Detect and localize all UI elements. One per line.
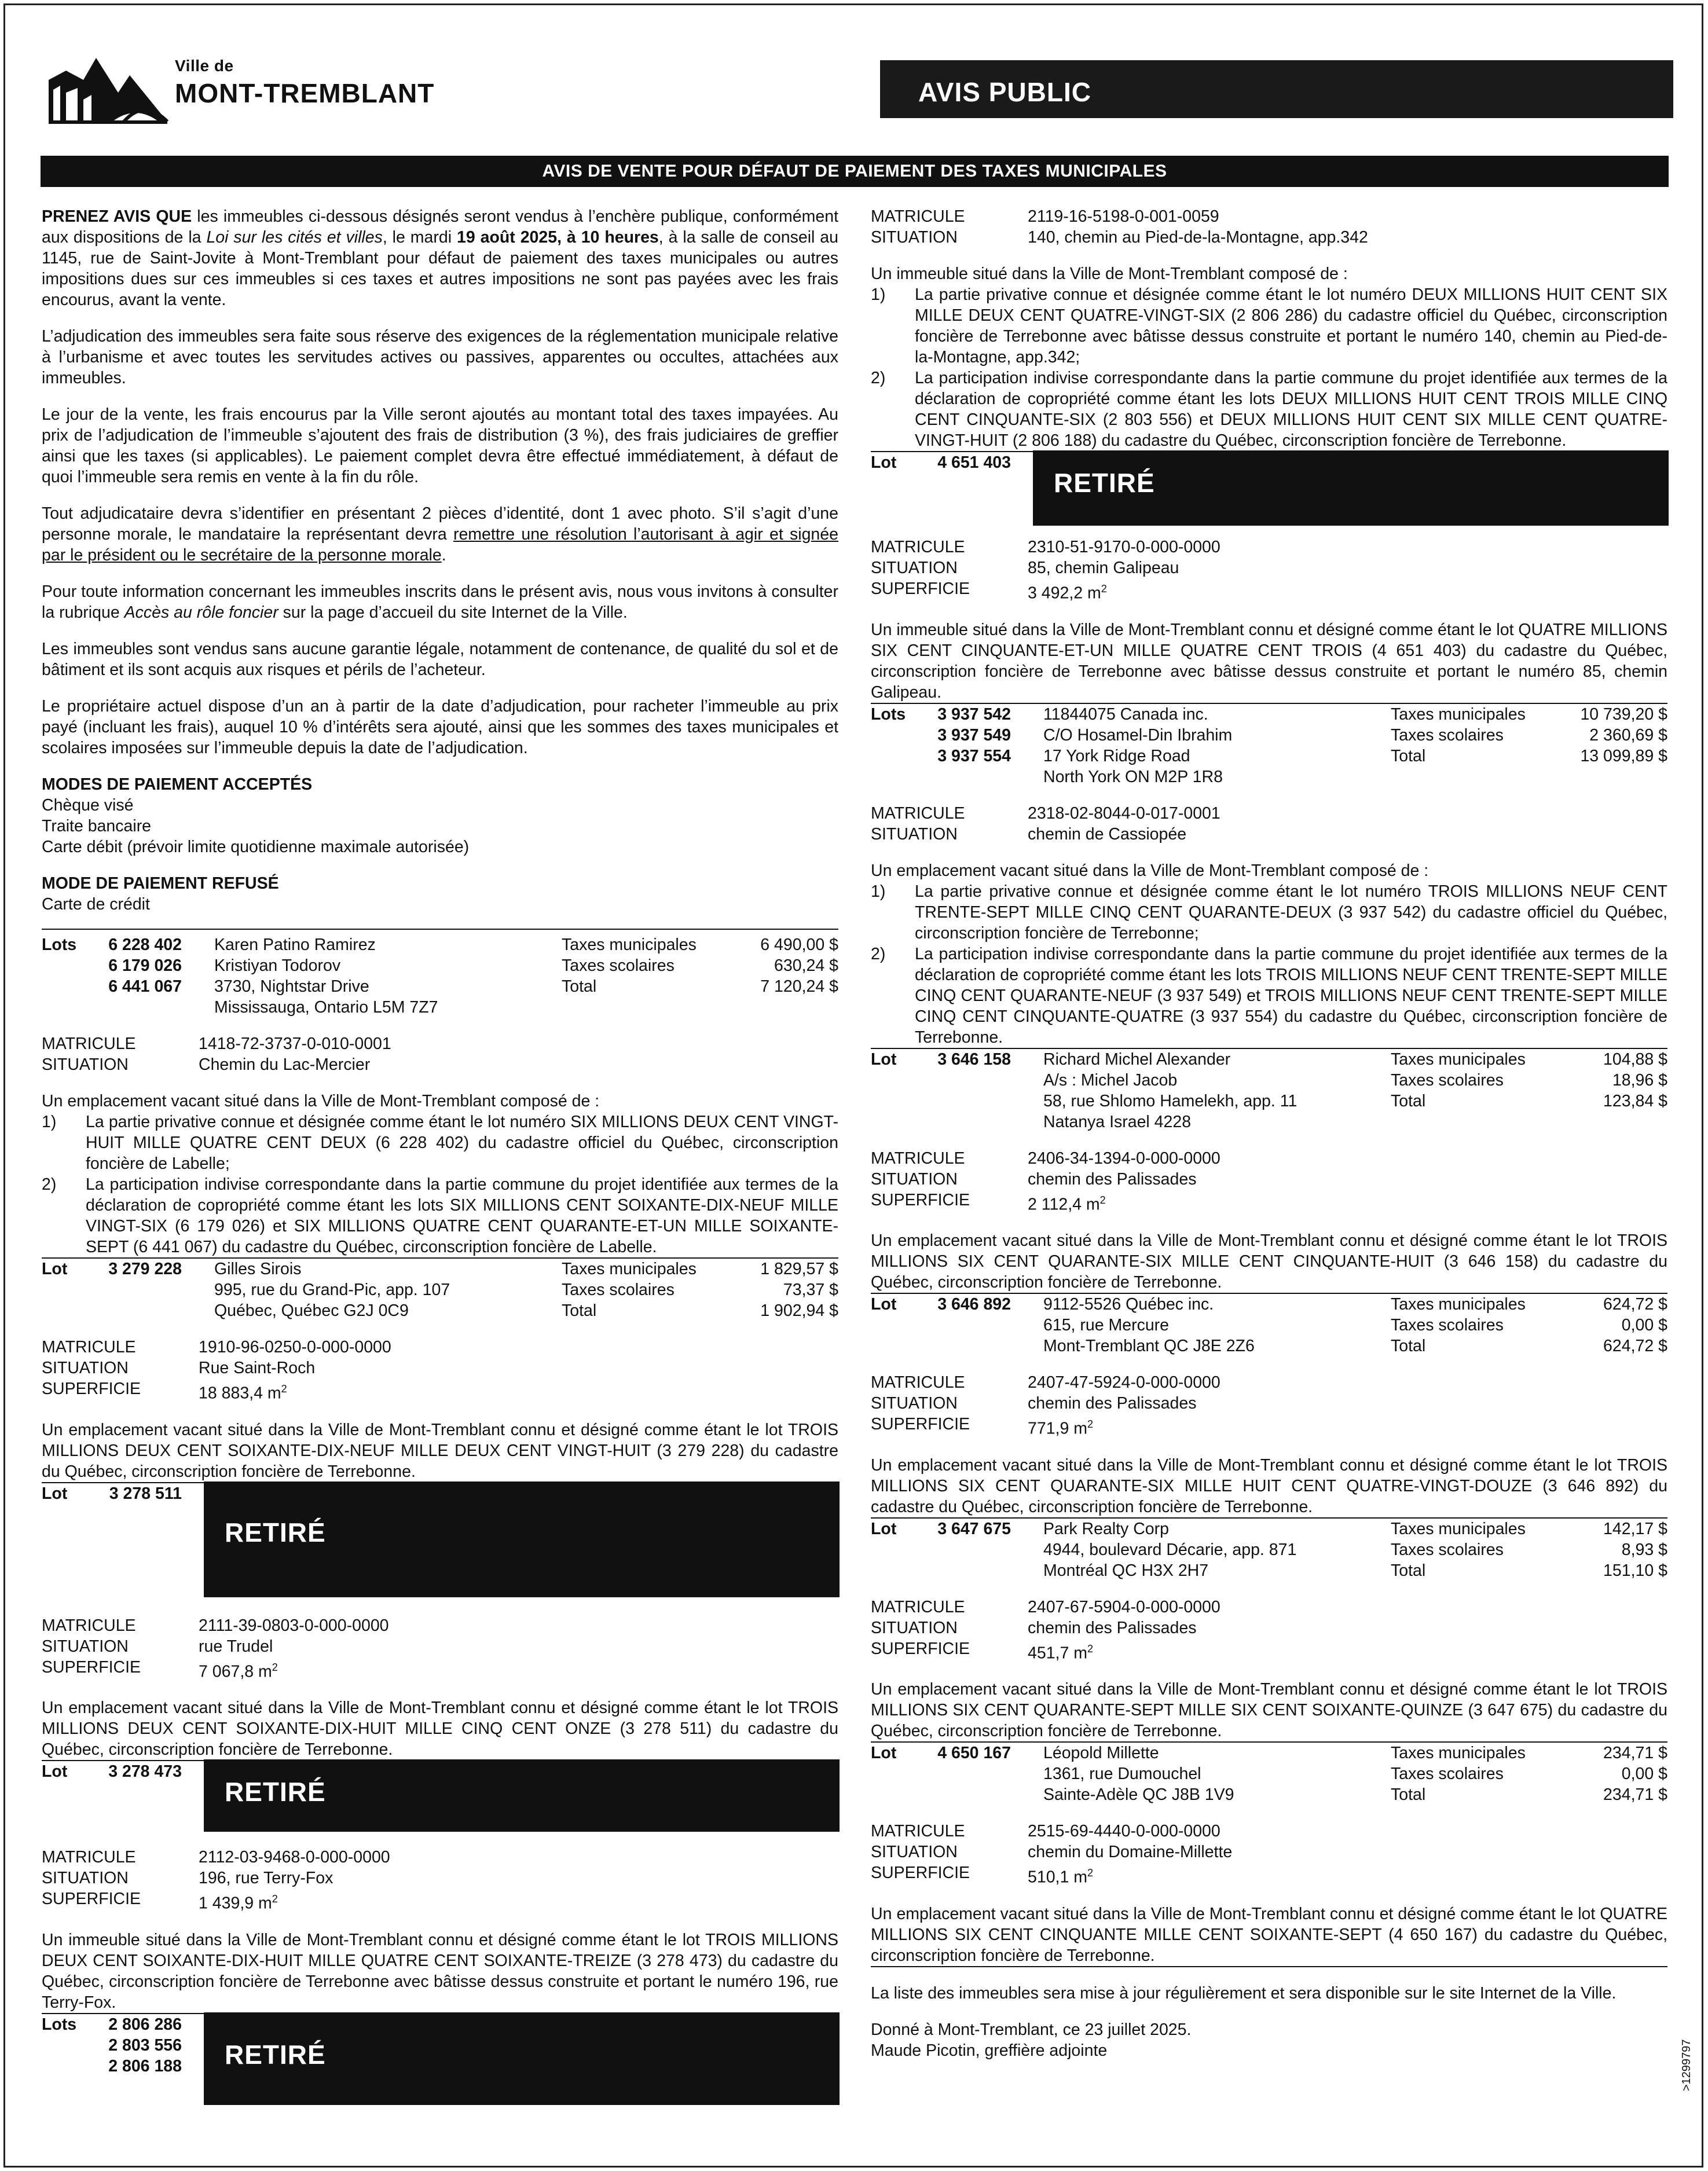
intro-paragraph-4: Tout adjudicataire devra s’identifier en présentant 2 pièces d’identité, dont 1 avec photo. S’il s’agit d’une personne morale, le mandataire la représentant devra remettre une résolution l’autorisant à agir et signée par le président ou le secrétaire de la personne morale. xyxy=(42,504,838,564)
intro-paragraph-7: Le propriétaire actuel dispose d’un an à partir de la date d’adjudication, pour racheter l’immeuble au prix payé (incluant les frais), auquel 10 % d’intérêts sera ajouté, ainsi que les sommes des taxes municipales et scolaires imposées sur l’immeuble depuis la date de l’adjudication. xyxy=(42,697,838,757)
property-listing: Lot 3 647 675 Park Realty Corp Taxes municipales 142,17 $ 4944, boulevard Décarie, app. 871 Taxes scolaires 8,93 $ Montréal QC H3X 2H7 Total 151,10 $ MATRICULE 2407-67-5904-0-000-0000 SITUATION chemin des Palissades SUPERFICIE 451,7 $m^2$ Un emplacement vacant situé dans la Ville de Mont-Tremblant connu et désigné comme étant le lot TROIS MILLIONS SIX CENT QUARANTE-SEPT MILLE SIX CENT SOIXANTE-QUINZE (3 647 675) du cadastre du Québec, circonscription foncière de Terrebonne. xyxy=(871,1519,1667,1740)
accepted-payment-heading: MODES DE PAIEMENT ACCEPTÉS xyxy=(42,775,313,794)
property-listing-retired: Lots 2 806 286 2 803 556 2 806 188 RETIRÉ xyxy=(42,2014,838,2107)
property-listing: Lot 3 646 158 Richard Michel Alexander Taxes municipales 104,88 $ A/s : Michel Jacob Taxes scolaires 18,96 $ 58, rue Shlomo Hamelekh, app. 11 Total 123,84 $ Natanya Israel 4228 MATRICULE 2406-34-1394-0-000-0000 SITUATION chemin des Palissades SUPERFICIE 2 112,4 $m^2$ Un emplacement vacant situé dans la Ville de Mont-Tremblant connu et désigné comme étant le lot TROIS MILLIONS SIX CENT QUARANTE-SIX MILLE CENT CINQUANTE-HUIT (3 646 158) du cadastre du Québec, circonscription foncière de Terrebonne. xyxy=(871,1050,1667,1292)
property-listing: Lots 6 228 402 Karen Patino Ramirez Taxes municipales 6 490,00 $ 6 179 026 Kristiyan Todorov Taxes scolaires 630,24 $ 6 441 067 3730, Nightstar Drive Total 7 120,24 $ Mississauga, Ontario L5M 7Z7 MATRICULE 1418-72-3737-0-010-0001 SITUATION Chemin du Lac-Mercier Un emplacement vacant situé dans la Ville de Mont-Tremblant composé de : 1) La partie privative connue et désignée comme étant le lot numéro SIX MILLIONS DEUX CENT VINGT-HUIT MILLE QUATRE CENT DEUX (6 228 402) du cadastre officiel du Québec, circonscription foncière de Labelle; 2) La participation indivise correspondante dans la partie commune du projet identifiée aux termes de la déclaration de copropriété comme étant les lots SIX MILLIONS CENT SOIXANTE-DIX-NEUF MILLE VINGT-SIX (6 179 026) et SIX MILLIONS QUATRE CENT QUARANTE-ET-UN MILLE SOIXANTE-SEPT (6 441 067) du cadastre du Québec, circonscription foncière de Labelle. xyxy=(42,936,838,1256)
logo-text-big: MONT-TREMBLANT xyxy=(175,78,435,108)
property-listing: Lots 3 937 542 11844075 Canada inc. Taxes municipales 10 739,20 $ 3 937 549 C/O Hosamel-Din Ibrahim Taxes scolaires 2 360,69 $ 3 937 554 17 York Ridge Road Total 13 099,89 $ North York ON M2P 1R8 MATRICULE 2318-02-8044-0-017-0001 SITUATION chemin de Cassiopée Un emplacement vacant situé dans la Ville de Mont-Tremblant composé de : 1) La partie privative connue et désignée comme étant le lot numéro TROIS MILLIONS NEUF CENT TRENTE-SEPT MILLE CINQ CENT QUARANTE-DEUX (3 937 542) du cadastre officiel du Québec, circonscription foncière de Terrebonne; 2) La participation indivise correspondante dans la partie commune du projet identifiée aux termes de la déclaration de copropriété comme étant les lots TROIS MILLIONS NEUF CENT TRENTE-SEPT MILLE CINQ CENT QUARANTE-NEUF (3 937 549) et TROIS MILLIONS NEUF CENT TRENTE-SEPT MILLE CINQ CENT CINQUANTE-QUATRE (3 937 554) du cadastre du Québec, circonscription foncière de Terrebonne. xyxy=(871,705,1667,1047)
retired-badge: RETIRÉ xyxy=(204,1481,840,1597)
intro-paragraph-6: Les immeubles sont vendus sans aucune garantie légale, notamment de contenance, de qualité du sol et de bâtiment et ils sont acquis aux risques et périls de l’acheteur. xyxy=(42,640,838,679)
property-listing: Lot 3 279 228 Gilles Sirois Taxes municipales 1 829,57 $ 995, rue du Grand-Pic, app. 107 Taxes scolaires 73,37 $ Québec, Québec G2J 0C9 Total 1 902,94 $ MATRICULE 1910-96-0250-0-000-0000 SITUATION Rue Saint-Roch SUPERFICIE 18 883,4 $m^2$ Un emplacement vacant situé dans la Ville de Mont-Tremblant connu et désigné comme étant le lot TROIS MILLIONS DEUX CENT SOIXANTE-DIX-NEUF MILLE DEUX CENT VINGT-HUIT (3 279 228) du cadastre du Québec, circonscription foncière de Terrebonne. xyxy=(42,1260,838,1481)
intro-paragraph-5: Pour toute information concernant les immeubles inscrits dans le présent avis, nous vous invitons à consulter la rubrique Accès au rôle foncier sur la page d’accueil du site Internet de la Ville. xyxy=(42,582,838,622)
section-divider xyxy=(871,1966,1667,1967)
signature-line: Maude Picotin, greffière adjointe xyxy=(871,2041,1108,2060)
intro-paragraph-3: Le jour de la vente, les frais encourus par la Ville seront ajoutés au montant total des taxes impayées. Au prix de l’adjudication de l’immeuble s’ajoutent des frais de distribution (3 %), des frais judiciaires de greffier ainsi que les taxes (si applicables). Le paiement complet devra être effectué immédiatement, à défaut de quoi l’immeuble sera remis en vente à la fin du rôle. xyxy=(42,405,838,486)
property-listing: Lot 4 650 167 Léopold Millette Taxes municipales 234,71 $ 1361, rue Dumouchel Taxes scolaires 0,00 $ Sainte-Adèle QC J8B 1V9 Total 234,71 $ MATRICULE 2515-69-4440-0-000-0000 SITUATION chemin du Domaine-Millette SUPERFICIE 510,1 $m^2$ Un emplacement vacant situé dans la Ville de Mont-Tremblant connu et désigné comme étant le lot QUATRE MILLIONS SIX CENT CINQUANTE MILLE CENT SOIXANTE-SEPT (4 650 167) du cadastre du Québec, circonscription foncière de Terrebonne. xyxy=(871,1744,1667,1965)
payment-mode: Carte débit (prévoir limite quotidienne maximale autorisée) xyxy=(42,838,470,856)
retired-badge: RETIRÉ xyxy=(204,2012,840,2105)
retired-badge: RETIRÉ xyxy=(1033,450,1669,526)
intro-paragraph-2: L’adjudication des immeubles sera faite sous réserve des exigences de la réglementation municipale relative à l’urbanisme et avec toutes les servitudes actives ou passives, apparentes ou occultes, attachées aux immeubles. xyxy=(42,327,838,387)
payment-mode: Chèque visé xyxy=(42,796,134,815)
left-column: PRENEZ AVIS QUE les immeubles ci-dessous désignés seront vendus à l’enchère publique, conformément aux dispositions de la Loi sur les cités et villes, le mardi 19 août 2025, à 10 heures, à la salle de conseil au 1145, rue de Saint-Jovite à Mont-Tremblant pour défaut de paiement des taxes municipales ou autres impositions dues sur ces immeubles si ces taxes et autres impositions ne sont pas payées avec les frais encourus, avant la vente. L’adjudication des immeubles sera faite sous réserve des exigences de la réglementation municipale relative à l’urbanisme et avec toutes les servitudes actives ou passives, apparentes ou occultes, attachées aux immeubles. Le jour de la vente, les frais encourus par la Ville seront ajoutés au montant total des taxes impayées. Au prix de l’adjudication de l’immeuble s’ajoutent des frais de distribution (3 %), des frais judiciaires de greffier ainsi que les taxes (si applicables). Le paiement complet devra être effectué immédiatement, à défaut de quoi l’immeuble sera remis en vente à la fin du rôle. Tout adjudicataire devra s’identifier en présentant 2 pièces d’identité, dont 1 avec photo. S’il s’agit d’une personne morale, le mandataire la représentant devra remettre une résolution l’autorisant à agir et signée par le président ou le secrétaire de la personne morale. Pour toute information concernant les immeubles inscrits dans le présent avis, nous vous invitons à consulter la rubrique Accès au rôle foncier sur la page d’accueil du site Internet de la Ville. Les immeubles sont vendus sans aucune garantie légale, notamment de contenance, de qualité du sol et de bâtiment et ils sont acquis aux risques et périls de l’acheteur. Le propriétaire actuel dispose d’un an à partir de la date d’adjudication, pour racheter l’immeuble au prix payé (incluant les frais), auquel 10 % d’intérêts sera ajouté, ainsi que les sommes des taxes municipales et scolaires imposées sur l’immeuble depuis la date de l’adjudication. MODES DE PAIEMENT ACCEPTÉS Chèque visé Traite bancaire Carte débit (prévoir limite quotidienne maximale autorisée) MODE DE PAIEMENT REFUSÉ Carte de crédit Lots 6 228 402 Karen Patino Ramirez Taxes municipales 6 490,00 $ 6 179 026 Kristiyan Todorov Taxes scolaires 630,24 $ 6 441 067 3730, Nightstar Drive Total 7 120,24 $ Mississauga, Ontario L5M 7Z7 MATRICULE 1418-72-3737-0-010-0001 SITUATION Chemin du Lac-Mercier Un emplacement vacant situé dans la Ville de Mont-Tremblant composé de : 1) La partie privative connue et désignée comme étant le lot numéro SIX MILLIONS DEUX CENT VINGT-HUIT MILLE QUATRE CENT DEUX (6 228 402) du cadastre officiel du Québec, circonscription foncière de Labelle; 2) La participation indivise correspondante dans la partie commune du projet identifiée aux termes de la déclaration de copropriété comme étant les lots SIX MILLIONS CENT SOIXANTE-DIX-NEUF MILLE VINGT-SIX (6 179 026) et SIX MILLIONS QUATRE CENT QUARANTE-ET-UN MILLE SOIXANTE-SEPT (6 441 067) du cadastre du Québec, circonscription foncière de Labelle. Lot 3 279 228 Gilles Sirois Taxes municipales 1 829,57 $ 995, rue du Grand-Pic, app. 107 Taxes scolaires 73,37 $ Québec, Québec G2J 0C9 Total 1 902,94 $ MATRICULE 1910-96-0250-0-000-0000 SITUATION Rue Saint-Roch SUPERFICIE 18 883,4 $m^2$ Un emplacement vacant situé dans la Ville de Mont-Tremblant connu et désigné comme étant le lot TROIS MILLIONS DEUX CENT SOIXANTE-DIX-NEUF MILLE DEUX CENT VINGT-HUIT (3 279 228) du cadastre du Québec, circonscription foncière de Terrebonne. Lot 3 278 511 RETIRÉ MATRICULE 2111-39-0803-0-000-0000 SITUATION rue Trudel SUPERFICIE 7 067,8 $m^2$ Un emplacement vacant situé dans la Ville de Mont-Tremblant connu et désigné comme étant le lot TROIS MILLIONS DEUX CENT SOIXANTE-DIX-HUIT MILLE CINQ CENT ONZE (3 278 511) du cadastre du Québec, circonscription foncière de Terrebonne. Lot 3 278 473 RETIRÉ MATRICULE 2112-03-9468-0-000-0000 SITUATION 196, rue Terry-Fox SUPERFICIE 1 439,9 $m^2$ Un immeuble situé dans la Ville de Mont-Tremblant connu et désigné comme étant le lot TROIS MILLIONS DEUX CENT SOIXANTE-DIX-HUIT MILLE QUATRE CENT SOIXANTE-TREIZE (3 278 473) du cadastre du Québec, circonscription foncière de Terrebonne avec bâtisse dessus construite et portant le numéro 196, rue Terry-Fox. Lots 2 806 286 2 803 556 2 806 188 RETIRÉ xyxy=(42,206,838,2107)
intro-paragraph-1: PRENEZ AVIS QUE les immeubles ci-dessous désignés seront vendus à l’enchère publique, conformément aux dispositions de la Loi sur les cités et villes, le mardi 19 août 2025, à 10 heures, à la salle de conseil au 1145, rue de Saint-Jovite à Mont-Tremblant pour défaut de paiement des taxes municipales ou autres impositions dues sur ces immeubles si ces taxes et autres impositions ne sont pas payées avec les frais encourus, avant la vente. xyxy=(42,207,839,309)
main-title: AVIS DE VENTE POUR DÉFAUT DE PAIEMENT DES TAXES MUNICIPALES xyxy=(41,156,1669,187)
payment-mode: Traite bancaire xyxy=(42,817,152,835)
property-listing-continued: MATRICULE 2119-16-5198-0-001-0059 SITUATION 140, chemin au Pied-de-la-Montagne, app.342 Un immeuble situé dans la Ville de Mont-Tremblant composé de : 1) La partie privative connue et désignée comme étant le lot numéro DEUX MILLIONS HUIT CENT SIX MILLE DEUX CENT QUATRE-VINGT-SIX (2 806 286) du cadastre officiel du Québec, circonscription foncière de Terrebonne avec bâtisse dessus construite et portant le numéro 140, chemin au Pied-de-la-Montagne, app.342; 2) La participation indivise correspondante dans la partie commune du projet identifiée aux termes de la déclaration de copropriété comme étant les lots DEUX MILLIONS HUIT CENT TROIS MILLE CINQ CENT CINQUANTE-SIX (2 803 556) et DEUX MILLIONS HUIT CENT SIX MILLE CENT QUATRE-VINGT-HUIT (2 806 188) du cadastre du Québec, circonscription foncière de Terrebonne. xyxy=(871,207,1667,450)
right-column: MATRICULE 2119-16-5198-0-001-0059 SITUATION 140, chemin au Pied-de-la-Montagne, app.342 Un immeuble situé dans la Ville de Mont-Tremblant composé de : 1) La partie privative connue et désignée comme étant le lot numéro DEUX MILLIONS HUIT CENT SIX MILLE DEUX CENT QUATRE-VINGT-SIX (2 806 286) du cadastre officiel du Québec, circonscription foncière de Terrebonne avec bâtisse dessus construite et portant le numéro 140, chemin au Pied-de-la-Montagne, app.342; 2) La participation indivise correspondante dans la partie commune du projet identifiée aux termes de la déclaration de copropriété comme étant les lots DEUX MILLIONS HUIT CENT TROIS MILLE CINQ CENT CINQUANTE-SIX (2 803 556) et DEUX MILLIONS HUIT CENT SIX MILLE CENT QUATRE-VINGT-HUIT (2 806 188) du cadastre du Québec, circonscription foncière de Terrebonne. Lot 4 651 403 RETIRÉ MATRICULE 2310-51-9170-0-000-0000 SITUATION 85, chemin Galipeau SUPERFICIE 3 492,2 $m^2$ Un immeuble situé dans la Ville de Mont-Tremblant connu et désigné comme étant le lot QUATRE MILLIONS SIX CENT CINQUANTE-ET-UN MILLE QUATRE CENT TROIS (4 651 403) du cadastre du Québec, circonscription foncière de Terrebonne avec bâtisse dessus construite et portant le numéro 85, chemin Galipeau. Lots 3 937 542 11844075 Canada inc. Taxes municipales 10 739,20 $ 3 937 549 C/O Hosamel-Din Ibrahim Taxes scolaires 2 360,69 $ 3 937 554 17 York Ridge Road Total 13 099,89 $ North York ON M2P 1R8 MATRICULE 2318-02-8044-0-017-0001 SITUATION chemin de Cassiopée Un emplacement vacant situé dans la Ville de Mont-Tremblant composé de : 1) La partie privative connue et désignée comme étant le lot numéro TROIS MILLIONS NEUF CENT TRENTE-SEPT MILLE CINQ CENT QUARANTE-DEUX (3 937 542) du cadastre officiel du Québec, circonscription foncière de Terrebonne; 2) La participation indivise correspondante dans la partie commune du projet identifiée aux termes de la déclaration de copropriété comme étant les lots TROIS MILLIONS NEUF CENT TRENTE-SEPT MILLE CINQ CENT QUARANTE-NEUF (3 937 549) et TROIS MILLIONS NEUF CENT TRENTE-SEPT MILLE CINQ CENT CINQUANTE-QUATRE (3 937 554) du cadastre du Québec, circonscription foncière de Terrebonne. Lot 3 646 158 Richard Michel Alexander Taxes municipales 104,88 $ A/s : Michel Jacob Taxes scolaires 18,96 $ 58, rue Shlomo Hamelekh, app. 11 Total 123,84 $ Natanya Israel 4228 MATRICULE 2406-34-1394-0-000-0000 SITUATION chemin des Palissades SUPERFICIE 2 112,4 $m^2$ Un emplacement vacant situé dans la Ville de Mont-Tremblant connu et désigné comme étant le lot TROIS MILLIONS SIX CENT QUARANTE-SIX MILLE CENT CINQUANTE-HUIT (3 646 158) du cadastre du Québec, circonscription foncière de Terrebonne. Lot 3 646 892 9112-5526 Québec inc. Taxes municipales 624,72 $ 615, rue Mercure Taxes scolaires 0,00 $ Mont-Tremblant QC J8E 2Z6 Total 624,72 $ MATRICULE 2407-47-5924-0-000-0000 SITUATION chemin des Palissades SUPERFICIE 771,9 $m^2$ Un emplacement vacant situé dans la Ville de Mont-Tremblant connu et désigné comme étant le lot TROIS MILLIONS SIX CENT QUARANTE-SIX MILLE HUIT CENT QUATRE-VINGT-DOUZE (3 646 892) du cadastre du Québec, circonscription foncière de Terrebonne. Lot 3 647 675 Park Realty Corp Taxes municipales 142,17 $ 4944, boulevard Décarie, app. 871 Taxes scolaires 8,93 $ Montréal QC H3X 2H7 Total 151,10 $ MATRICULE 2407-67-5904-0-000-0000 SITUATION chemin des Palissades SUPERFICIE 451,7 $m^2$ Un emplacement vacant situé dans la Ville de Mont-Tremblant connu et désigné comme étant le lot TROIS MILLIONS SIX CENT QUARANTE-SEPT MILLE SIX CENT SOIXANTE-QUINZE (3 647 675) du cadastre du Québec, circonscription foncière de Terrebonne. Lot 4 650 167 Léopold Millette Taxes municipales 234,71 $ 1361, rue Dumouchel Taxes scolaires 0,00 $ Sainte-Adèle QC J8B 1V9 Total 234,71 $ MATRICULE 2515-69-4440-0-000-0000 SITUATION chemin du Domaine-Millette SUPERFICIE 510,1 $m^2$ Un emplacement vacant situé dans la Ville de Mont-Tremblant connu et désigné comme étant le lot QUATRE MILLIONS SIX CENT CINQUANTE MILLE CENT SOIXANTE-SEPT (4 650 167) du cadastre du Québec, circonscription foncière de Terrebonne. La liste des immeubles sera mise à jour régulièrement et sera disponible sur le site Internet de la Ville. Donné à Mont-Tremblant, ce 23 juillet 2025. Maude Picotin, greffière adjointe xyxy=(871,207,1668,2060)
closing-paragraph: La liste des immeubles sera mise à jour régulièrement et sera disponible sur le site Internet de la Ville. xyxy=(871,1983,1617,2003)
retired-badge: RETIRÉ xyxy=(204,1759,840,1832)
property-listing: Lot 3 646 892 9112-5526 Québec inc. Taxes municipales 624,72 $ 615, rue Mercure Taxes scolaires 0,00 $ Mont-Tremblant QC J8E 2Z6 Total 624,72 $ MATRICULE 2407-47-5924-0-000-0000 SITUATION chemin des Palissades SUPERFICIE 771,9 $m^2$ Un emplacement vacant situé dans la Ville de Mont-Tremblant connu et désigné comme étant le lot TROIS MILLIONS SIX CENT QUARANTE-SIX MILLE HUIT CENT QUATRE-VINGT-DOUZE (3 646 892) du cadastre du Québec, circonscription foncière de Terrebonne. xyxy=(871,1295,1667,1516)
avis-public-banner: AVIS PUBLIC xyxy=(880,60,1673,118)
property-listing-retired: Lot 3 278 511 RETIRÉ xyxy=(42,1483,838,1615)
property-listing-retired: Lot 3 278 473 RETIRÉ xyxy=(42,1761,838,1847)
closing-date: Donné à Mont-Tremblant, ce 23 juillet 2025. xyxy=(871,2020,1192,2039)
mountain-logo-icon xyxy=(49,58,167,124)
side-reference-code: >1299797 xyxy=(1680,2039,1693,2091)
logo-text-small: Ville de xyxy=(175,57,234,75)
property-listing-retired: Lot 4 651 403 RETIRÉ xyxy=(871,452,1667,537)
refused-payment-mode: Carte de crédit xyxy=(42,895,150,914)
refused-payment-heading: MODE DE PAIEMENT REFUSÉ xyxy=(42,874,279,893)
